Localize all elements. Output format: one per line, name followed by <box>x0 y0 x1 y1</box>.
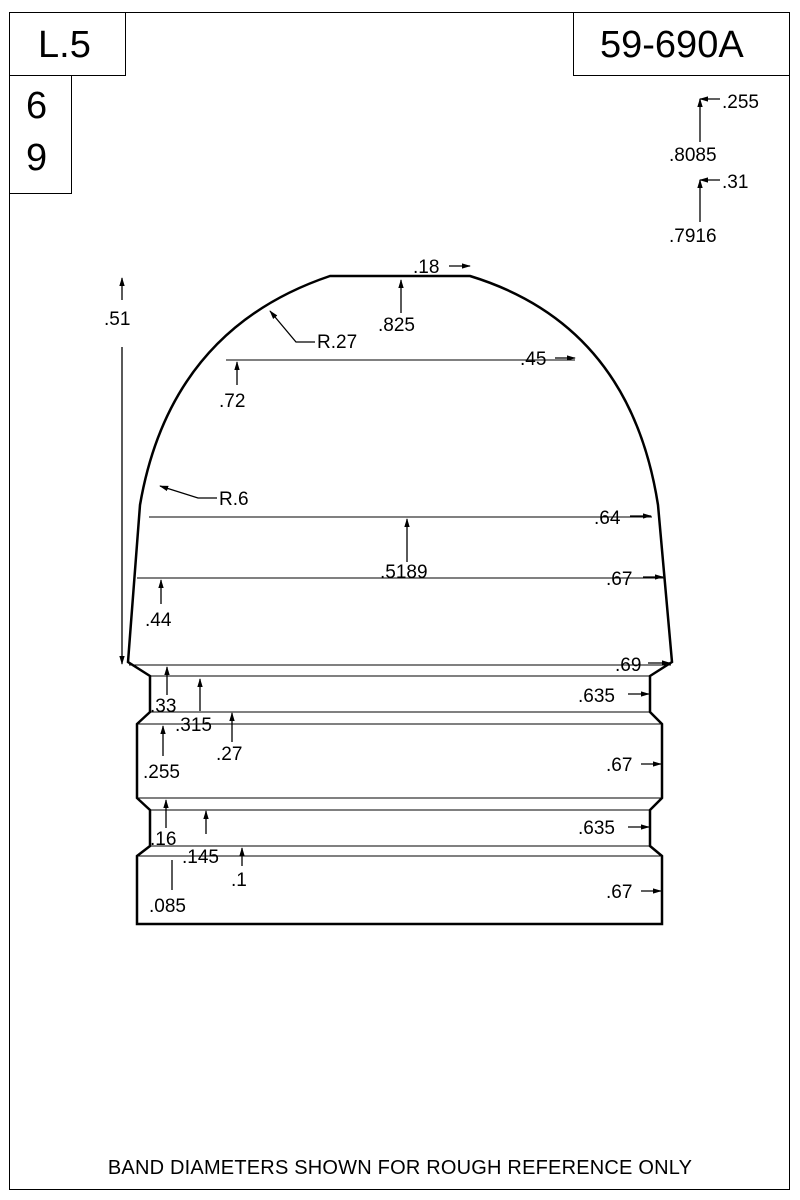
dim-len-16: .16 <box>150 829 177 850</box>
dim-dia-67-middle: .67 <box>606 755 633 776</box>
cavity-count: 6 <box>26 85 48 127</box>
dim-len-1: .1 <box>231 870 247 891</box>
section-lines <box>129 360 671 856</box>
dim-radius-large: R.6 <box>219 489 249 510</box>
dim-len-085: .085 <box>149 896 186 917</box>
dim-nose-total: .51 <box>104 309 131 330</box>
dim-len-255: .255 <box>143 762 180 783</box>
dim-meplat: .18 <box>413 257 440 278</box>
dim-len-315: .315 <box>175 715 212 736</box>
dim-top-right-8085: .8085 <box>669 145 717 166</box>
cavity-count-secondary: 9 <box>26 137 48 179</box>
dim-top-right-7916: .7916 <box>669 226 717 247</box>
dim-dia-67-upper: .67 <box>606 569 633 590</box>
dim-nose-length: .825 <box>378 315 415 336</box>
dim-top-right-31: .31 <box>722 172 749 193</box>
dim-dia-635-lower: .635 <box>578 818 615 839</box>
dim-len-72: .72 <box>219 391 246 412</box>
dim-len-44: .44 <box>145 610 172 631</box>
dim-len-5189: .5189 <box>380 562 428 583</box>
dimension-labels <box>104 92 759 917</box>
part-number: 59-690A <box>600 24 744 66</box>
dim-dia-69: .69 <box>615 655 642 676</box>
dim-len-27: .27 <box>216 744 243 765</box>
dim-len-145: .145 <box>182 847 219 868</box>
reference-note: BAND DIAMETERS SHOWN FOR ROUGH REFERENCE ONLY <box>107 1157 693 1179</box>
dim-dia-45: .45 <box>520 349 547 370</box>
dim-radius-small: R.27 <box>317 332 358 353</box>
dim-dia-635-upper: .635 <box>578 686 615 707</box>
dim-top-right-255: .255 <box>722 92 759 113</box>
dim-dia-67-lower: .67 <box>606 882 633 903</box>
dim-dia-64: .64 <box>594 508 621 529</box>
dim-len-33: .33 <box>150 696 177 717</box>
mould-code: L.5 <box>38 24 91 66</box>
